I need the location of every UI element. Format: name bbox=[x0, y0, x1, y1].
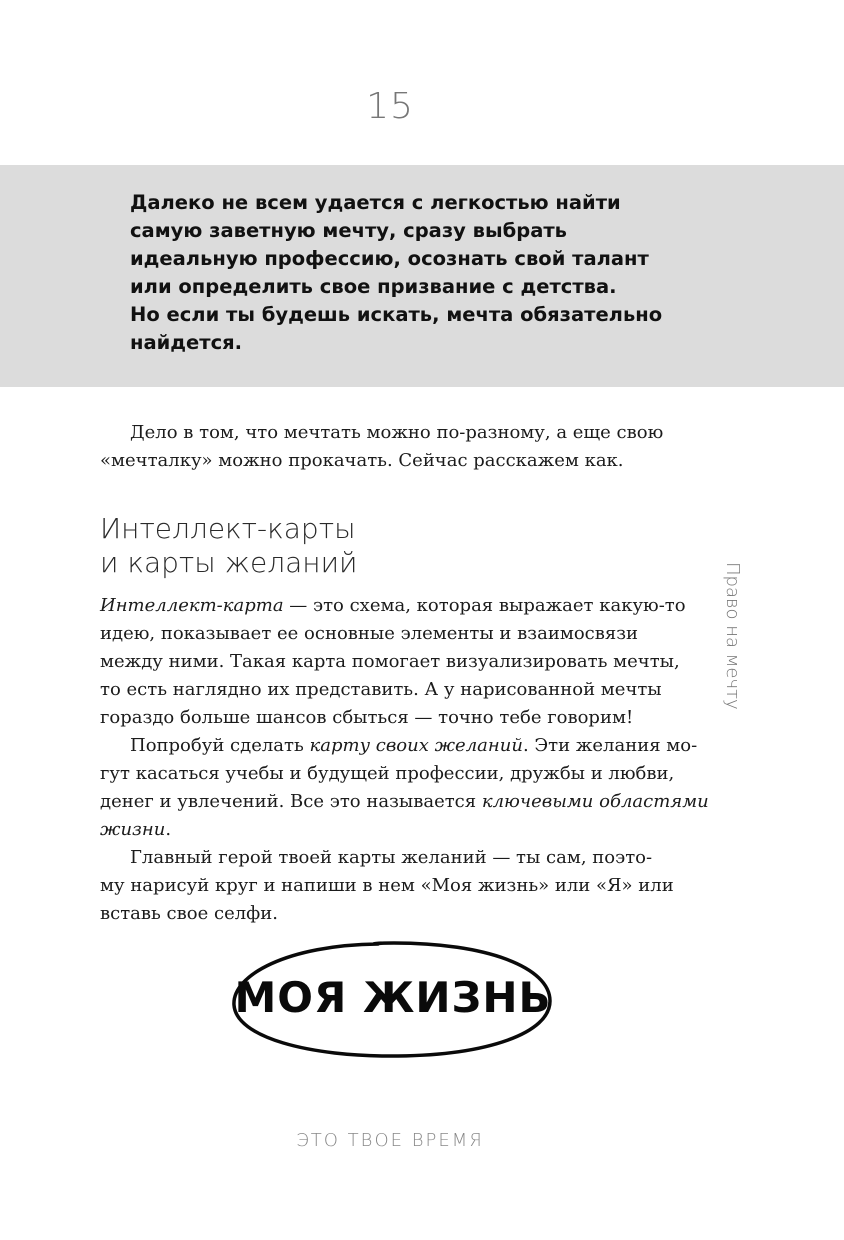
oval-label: МОЯ ЖИЗНЬ bbox=[234, 973, 552, 1022]
heading-line-2: и карты желаний bbox=[100, 546, 358, 579]
callout-text bbox=[130, 189, 690, 357]
section-heading bbox=[100, 512, 358, 580]
paragraph-main-hero bbox=[100, 844, 685, 928]
callout-line: идеальную профессию, осознать свой талант bbox=[130, 247, 649, 270]
para2-line-1-post: . Эти желания мо- bbox=[522, 735, 698, 756]
para2-line-4 bbox=[100, 816, 685, 844]
callout-line: или определить свое призвание с детства. bbox=[130, 275, 617, 298]
para2-line-1-pre: Попробуй сделать bbox=[130, 735, 310, 756]
my-life-oval bbox=[228, 935, 558, 1065]
paragraph-mind-map bbox=[100, 592, 685, 732]
heading-line-1: Интеллект-карты bbox=[100, 512, 356, 545]
intro-line: Дело в том, что мечтать можно по-разному, а еще свою bbox=[130, 422, 664, 443]
intro-paragraph bbox=[100, 419, 685, 475]
chapter-side-tab: Право на мечту bbox=[722, 562, 743, 710]
intro-line: «мечталку» можно прокачать. Сейчас расскажем как. bbox=[100, 450, 624, 471]
callout-line: найдется. bbox=[130, 331, 243, 354]
para1-line: идею, показывает ее основные элементы и взаимосвязи bbox=[100, 623, 639, 644]
callout-line: Но если ты будешь искать, мечта обязательно bbox=[130, 303, 663, 326]
para1-line: между ними. Такая карта помогает визуализировать мечты, bbox=[100, 651, 680, 672]
paragraph-wish-map bbox=[100, 732, 709, 844]
footer-title: ЭТО ТВОЕ ВРЕМЯ bbox=[296, 1130, 484, 1151]
para2-line-4-post: . bbox=[165, 819, 172, 840]
para3-line: вставь свое селфи. bbox=[100, 903, 278, 924]
para3-line: му нарисуй круг и напиши в нем «Моя жизнь» или «Я» или bbox=[100, 875, 674, 896]
term-mind-map: Интеллект-карта bbox=[100, 595, 284, 616]
para2-line-3-pre: денег и увлечений. Все это называется bbox=[100, 791, 482, 812]
para1-line: гораздо больше шансов сбыться — точно тебе говорим! bbox=[100, 707, 634, 728]
term-wish-map: карту своих желаний bbox=[309, 735, 523, 756]
para2-line-2: гут касаться учебы и будущей профессии, дружбы и любви, bbox=[100, 763, 675, 784]
para2-line-3 bbox=[100, 788, 709, 816]
para1-line-1-rest: — это схема, которая выражает какую-то bbox=[283, 595, 686, 616]
callout-line: Далеко не всем удается с легкостью найти bbox=[130, 191, 621, 214]
page-number: 15 bbox=[366, 86, 414, 127]
para1-line-1 bbox=[100, 592, 685, 620]
callout-line: самую заветную мечту, сразу выбрать bbox=[130, 219, 568, 242]
para3-line: Главный герой твоей карты желаний — ты сам, поэто- bbox=[130, 847, 653, 868]
para2-line-1 bbox=[100, 732, 698, 760]
term-life: жизни bbox=[100, 819, 166, 840]
term-key-areas: ключевыми областями bbox=[481, 791, 709, 812]
para1-line: то есть наглядно их представить. А у нарисованной мечты bbox=[100, 679, 662, 700]
